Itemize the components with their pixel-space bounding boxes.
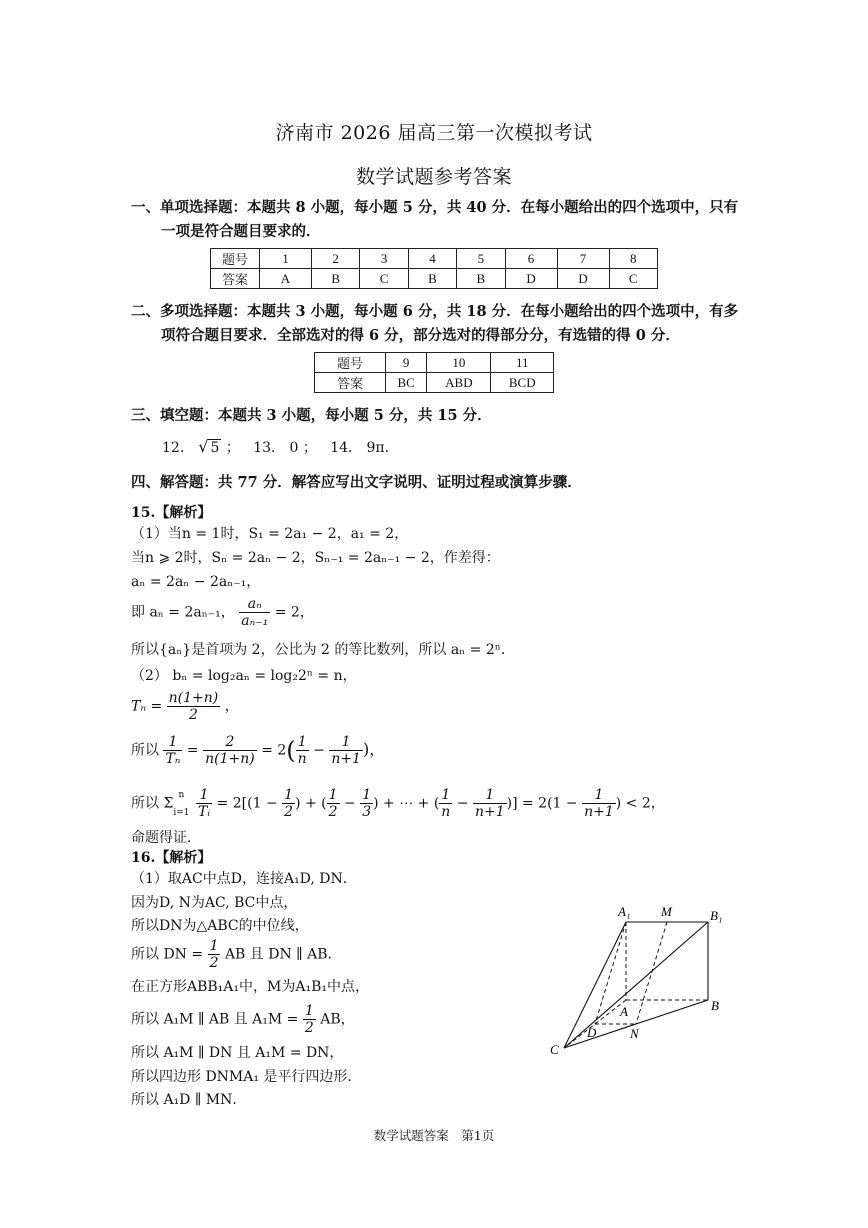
text: − [344, 795, 356, 812]
table-row [315, 373, 554, 393]
numerator: 1 [328, 787, 338, 803]
page-title: 济南市 2026 届高三第一次模拟考试 [275, 122, 593, 144]
denominator: Tₙ [165, 751, 181, 767]
text: AB， [320, 1011, 355, 1028]
sum-lower: i=1 [173, 807, 190, 818]
table-cell: 答案 [315, 373, 386, 393]
q12-label: 12． [162, 440, 194, 456]
table-cell: 2 [311, 249, 359, 269]
denominator: n [297, 751, 307, 767]
text: 即 aₙ = 2aₙ₋₁， [131, 604, 235, 621]
p15-line [131, 690, 239, 723]
section2-heading-text: 二、多项选择题：本题共 3 小题，每小题 6 分，共 18 分．在每小题给出的四个选项中，有多项符合题目要求．全部选对的得 6 分，部分选对的得部分分，有选错的得 0 分． [131, 303, 739, 344]
p16-line: （1）取AC中点D，连接A₁D, DN． [131, 871, 357, 887]
table-cell: D [557, 269, 609, 289]
denominator: n [441, 804, 451, 820]
fraction [163, 734, 182, 767]
table-cell: D [505, 269, 557, 289]
p16-line: 所以 A₁M ∥ DN 且 A₁M = DN， [131, 1045, 344, 1061]
p15-line: （2） bₙ = log₂aₙ = log₂2ⁿ = n， [131, 668, 357, 684]
numerator: 1 [304, 1003, 314, 1019]
table-cell: 5 [457, 249, 505, 269]
label-C: C [550, 1042, 559, 1057]
numerator: 1 [163, 734, 182, 751]
p15-line: 当n ⩾ 2时，Sₙ = 2aₙ − 2，Sₙ₋₁ = 2aₙ₋₁ − 2，作差得： [131, 550, 500, 566]
text: = 2， [274, 604, 314, 621]
table-cell: ABD [427, 373, 491, 393]
denominator: n+1 [331, 751, 361, 767]
denominator: 3 [362, 804, 372, 820]
section4-heading: 四、解答题：共 77 分．解答应写出文字说明、证明过程或演算步骤． [131, 474, 582, 491]
label-B: B [711, 998, 719, 1013]
prism-figure [540, 900, 740, 1060]
q13-answer: 0 [289, 440, 299, 456]
p16-line: 因为D, N为AC, BC中点， [131, 895, 298, 911]
fraction [282, 787, 295, 820]
section1-heading [131, 196, 743, 244]
numerator: 1 [296, 734, 309, 751]
numerator: 1 [362, 787, 372, 803]
fraction [329, 734, 363, 767]
table-cell: B [408, 269, 456, 289]
table-row [315, 353, 554, 373]
page-subtitle: 数学试题参考答案 [355, 166, 512, 188]
denominator: 2 [284, 804, 294, 820]
table-cell: BCD [491, 373, 554, 393]
text: = [186, 742, 199, 759]
p15-label: 15.【解析】 [131, 505, 212, 521]
separator: ； [302, 440, 317, 456]
table-cell: 题号 [211, 249, 260, 269]
text: )， [362, 739, 386, 759]
table-cell: C [360, 269, 408, 289]
section1-answer-table [210, 248, 658, 289]
numerator: 2 [203, 734, 257, 751]
table-cell: 答案 [211, 269, 260, 289]
text: )] = 2(1 − [506, 795, 578, 812]
table-cell: 8 [609, 249, 657, 269]
numerator: n(1+n) [168, 690, 219, 706]
section1-heading-text: 一、单项选择题：本题共 8 小题，每小题 5 分，共 40 分．在每小题给出的四个选项中，只有一项是符合题目要求的． [131, 199, 739, 240]
table-cell: 1 [260, 249, 312, 269]
fraction [327, 787, 340, 820]
text: Tₙ = [131, 698, 163, 715]
denominator: Tᵢ [197, 804, 211, 820]
p15-line [131, 787, 665, 820]
q14-label: 14． [330, 440, 363, 456]
fraction [296, 734, 309, 767]
paren: ( [286, 736, 296, 765]
table-cell: 7 [557, 249, 609, 269]
label-M: M [661, 904, 672, 919]
table-cell: BC [386, 373, 427, 393]
fraction [360, 787, 373, 820]
table-cell: 题号 [315, 353, 386, 373]
denominator: 2 [304, 1020, 314, 1036]
numerator: 1 [209, 938, 219, 954]
label-B1: B₁ [710, 908, 723, 923]
text: AB 且 DN ∥ AB． [224, 946, 342, 963]
sum-limits [173, 790, 189, 818]
table-row [211, 249, 658, 269]
text: 所以 [131, 742, 159, 759]
text: − [313, 742, 325, 759]
numerator: 1 [329, 734, 363, 751]
numerator: 1 [196, 787, 212, 804]
denominator: aₙ₋₁ [241, 613, 269, 629]
fraction [303, 1003, 316, 1036]
table-row [211, 269, 658, 289]
label-N: N [630, 1026, 639, 1041]
fraction [208, 938, 221, 971]
segment-M-N [636, 922, 667, 1024]
text: 所以 DN = [131, 946, 204, 963]
table-cell: B [311, 269, 359, 289]
text: ) + ⋯ + ( [373, 795, 440, 812]
table-cell: 10 [427, 353, 491, 373]
p15-line [131, 734, 385, 767]
text: = 2[(1 − [216, 795, 278, 812]
label-A: A [620, 1004, 628, 1019]
q12-answer: 5 [210, 440, 220, 456]
table-cell: A [260, 269, 312, 289]
p15-line: 命题得证． [131, 830, 201, 846]
fraction [239, 596, 270, 629]
fraction [582, 787, 616, 820]
numerator: aₙ [239, 596, 270, 613]
table-cell: 4 [408, 249, 456, 269]
section2-heading [131, 300, 743, 348]
text: 所以 A₁M ∥ AB 且 A₁M = [131, 1011, 299, 1028]
table-cell: 11 [491, 353, 554, 373]
fill-in-answers [162, 438, 399, 457]
section2-answer-table [314, 352, 554, 393]
p16-line: 所以四边形 DNMA₁ 是平行四边形． [131, 1069, 362, 1085]
text: ， [224, 698, 239, 715]
table-cell: 6 [505, 249, 557, 269]
fraction [439, 787, 452, 820]
denominator: n+1 [474, 804, 505, 820]
q13-label: 13． [253, 440, 286, 456]
p15-line: aₙ = 2aₙ − 2aₙ₋₁， [131, 574, 261, 590]
p15-line [131, 596, 314, 629]
table-cell: C [609, 269, 657, 289]
denominator: n(1+n) [205, 751, 255, 767]
separator: ； [225, 440, 240, 456]
denominator: 2 [189, 707, 198, 723]
p16-line [131, 938, 341, 971]
p16-line [131, 1003, 355, 1036]
p15-line: 所以{aₙ}是首项为 2，公比为 2 的等比数列，所以 aₙ = 2ⁿ． [131, 642, 515, 658]
p16-label: 16.【解析】 [131, 850, 212, 866]
fraction [167, 690, 221, 723]
numerator: 1 [439, 787, 452, 804]
fraction [473, 787, 507, 820]
label-D: D [587, 1025, 597, 1040]
table-cell: 3 [360, 249, 408, 269]
table-cell: B [457, 269, 505, 289]
sum-upper: n [178, 789, 185, 800]
label-A1: A₁ [618, 904, 631, 919]
numerator: 1 [473, 787, 507, 804]
sqrt-icon: √ [198, 437, 209, 456]
denominator: 2 [209, 955, 219, 971]
text: ) < 2， [615, 795, 665, 812]
p15-line: （1）当n = 1时，S₁ = 2a₁ − 2，a₁ = 2， [131, 526, 409, 542]
text: ) + ( [295, 795, 327, 812]
fraction [196, 787, 212, 820]
table-cell: 9 [386, 353, 427, 373]
fraction [203, 734, 257, 767]
q14-answer: 9π． [366, 440, 399, 456]
section3-heading: 三、填空题：本题共 3 小题，每小题 5 分，共 15 分． [131, 407, 492, 424]
p16-line: 所以 A₁D ∥ MN． [131, 1092, 247, 1108]
denominator: 2 [328, 804, 338, 820]
text: 所以 Σ [131, 795, 174, 812]
numerator: 1 [582, 787, 616, 804]
p16-line: 所以DN为△ABC的中位线， [131, 918, 309, 934]
numerator: 1 [284, 787, 294, 803]
p16-line: 在正方形ABB₁A₁中，M为A₁B₁中点， [131, 979, 369, 995]
page-footer: 数学试题答案 第1页 [373, 1128, 495, 1143]
text: − [456, 795, 469, 812]
text: = 2 [261, 742, 287, 759]
denominator: n+1 [584, 804, 614, 820]
